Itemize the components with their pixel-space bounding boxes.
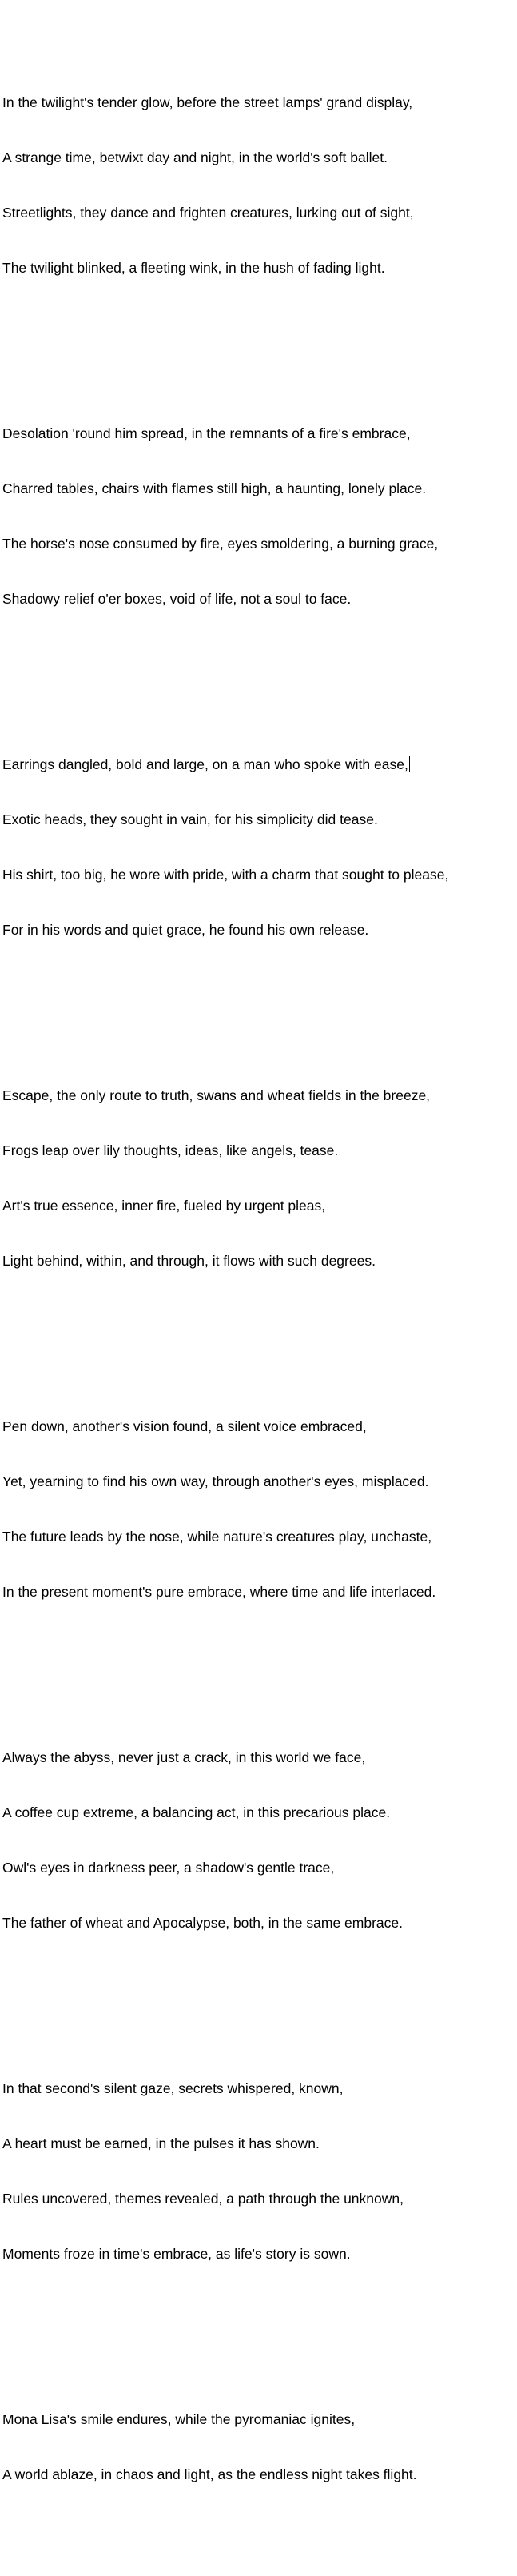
poem-line-text: Earrings dangled, bold and large, on a man who spoke with ease, bbox=[2, 756, 408, 772]
poem-line: The future leads by the nose, while nature's creatures play, unchaste, bbox=[2, 1529, 432, 1545]
stanza-7 bbox=[2, 2043, 517, 2300]
stanza-2 bbox=[2, 388, 517, 645]
poem-line: Art's true essence, inner fire, fueled by urgent pleas, bbox=[2, 1198, 326, 1214]
poem-line: Owl's eyes in darkness peer, a shadow's gentle trace, bbox=[2, 1860, 335, 1876]
poem-line: Escape, the only route to truth, swans and wheat fields in the breeze, bbox=[2, 1087, 431, 1103]
poem-line: Rules uncovered, themes revealed, a path through the unknown, bbox=[2, 2191, 404, 2207]
poem-line: His shirt, too big, he wore with pride, with a charm that sought to please, bbox=[2, 867, 449, 883]
poem-line: Exotic heads, they sought in vain, for his simplicity did tease. bbox=[2, 811, 378, 827]
poem-line: Always the abyss, never just a crack, in this world we face, bbox=[2, 1749, 366, 1765]
stanza-4 bbox=[2, 1050, 517, 1307]
poem-line: The horse's nose consumed by fire, eyes smoldering, a burning grace, bbox=[2, 536, 439, 552]
poem-line-with-caret bbox=[2, 756, 517, 774]
poem-line: A world ablaze, in chaos and light, as the endless night takes flight. bbox=[2, 2466, 417, 2482]
poem-line: In that second's silent gaze, secrets whispered, known, bbox=[2, 2080, 344, 2096]
poem-line: Frogs leap over lily thoughts, ideas, like angels, tease. bbox=[2, 1142, 339, 1158]
poem-line: Moments froze in time's embrace, as life's story is sown. bbox=[2, 2246, 351, 2262]
poem-line: A coffee cup extreme, a balancing act, in this precarious place. bbox=[2, 1804, 391, 1820]
poem-line: Charred tables, chairs with flames still high, a haunting, lonely place. bbox=[2, 481, 427, 496]
poem-line: The father of wheat and Apocalypse, both, in the same embrace. bbox=[2, 1915, 403, 1931]
poem-line: A heart must be earned, in the pulses it has shown. bbox=[2, 2135, 320, 2151]
poem-line: Streetlights, they dance and frighten creatures, lurking out of sight, bbox=[2, 205, 414, 221]
poem-line: For in his words and quiet grace, he found his own release. bbox=[2, 922, 369, 938]
poem-line: Yet, yearning to find his own way, through another's eyes, misplaced. bbox=[2, 1473, 429, 1489]
poem-line: In the present moment's pure embrace, where time and life interlaced. bbox=[2, 1584, 436, 1600]
stanza-8 bbox=[2, 2374, 517, 2521]
poem-line: Pen down, another's vision found, a silent voice embraced, bbox=[2, 1418, 367, 1434]
stanza-1 bbox=[2, 57, 517, 314]
poem-line: Light behind, within, and through, it flows with such degrees. bbox=[2, 1253, 376, 1269]
poem-line: A strange time, betwixt day and night, in the world's soft ballet. bbox=[2, 150, 388, 165]
text-editor-area[interactable] bbox=[2, 2, 517, 2576]
poem-line: The twilight blinked, a fleeting wink, in the hush of fading light. bbox=[2, 260, 385, 276]
stanza-5 bbox=[2, 1381, 517, 1638]
poem-line: In the twilight's tender glow, before the street lamps' grand display, bbox=[2, 94, 413, 110]
poem-line: Desolation 'round him spread, in the remnants of a fire's embrace, bbox=[2, 425, 411, 441]
text-cursor-caret bbox=[409, 756, 410, 772]
poem-line: Shadowy relief o'er boxes, void of life, not a soul to face. bbox=[2, 591, 352, 607]
poem-line: Mona Lisa's smile endures, while the pyromaniac ignites, bbox=[2, 2411, 356, 2427]
stanza-6 bbox=[2, 1712, 517, 1969]
stanza-3 bbox=[2, 719, 517, 976]
